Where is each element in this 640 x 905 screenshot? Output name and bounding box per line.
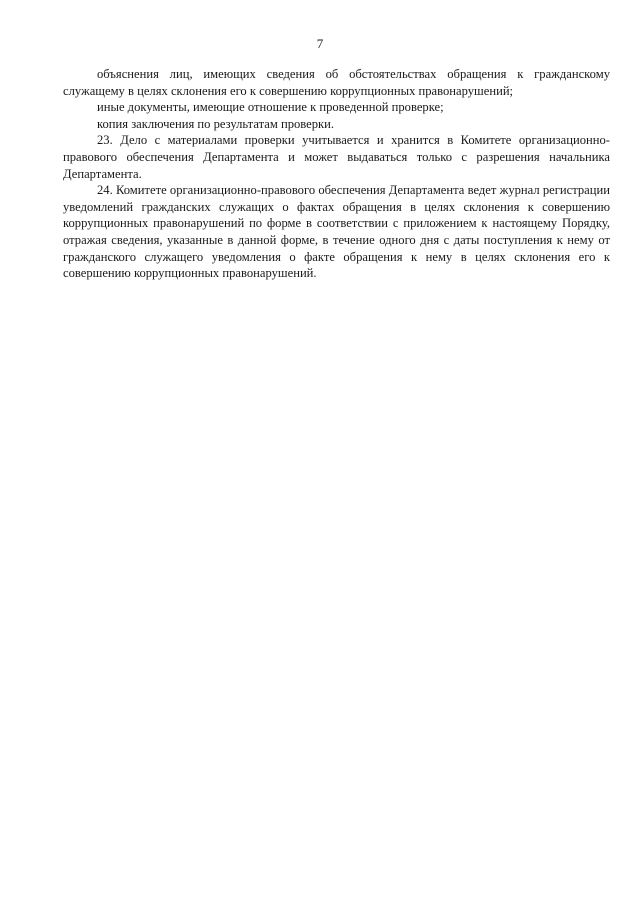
document-body	[63, 66, 610, 282]
paragraph-conclusion-copy: копия заключения по результатам проверки.	[97, 116, 335, 131]
paragraph-item-24: 24. Комитете организационно-правового обеспечения Департамента ведет журнал регистрации уведомлений гражданских служащих о фактах обращения в целях склонения к совершению коррупционных правонарушений по форме в соответствии с приложением к настоящему Порядку, отражая сведения, указанные в данной форме, в течение одного дня с даты поступления к нему от гражданского служащего уведомления о факте обращения к нему в целях склонения его к совершению коррупционных правонарушений.	[63, 183, 610, 281]
paragraph-explanations: объяснения лиц, имеющих сведения об обстоятельствах обращения к гражданскому служащему в целях склонения его к совершению коррупционных правонарушений;	[63, 67, 610, 98]
paragraph-item-23: 23. Дело с материалами проверки учитывается и хранится в Комитете организационно-правового обеспечения Департамента и может выдаваться только с разрешения начальника Департамента.	[63, 133, 610, 181]
page-number: 7	[316, 36, 324, 51]
paragraph-other-documents: иные документы, имеющие отношение к проведенной проверке;	[97, 100, 444, 115]
